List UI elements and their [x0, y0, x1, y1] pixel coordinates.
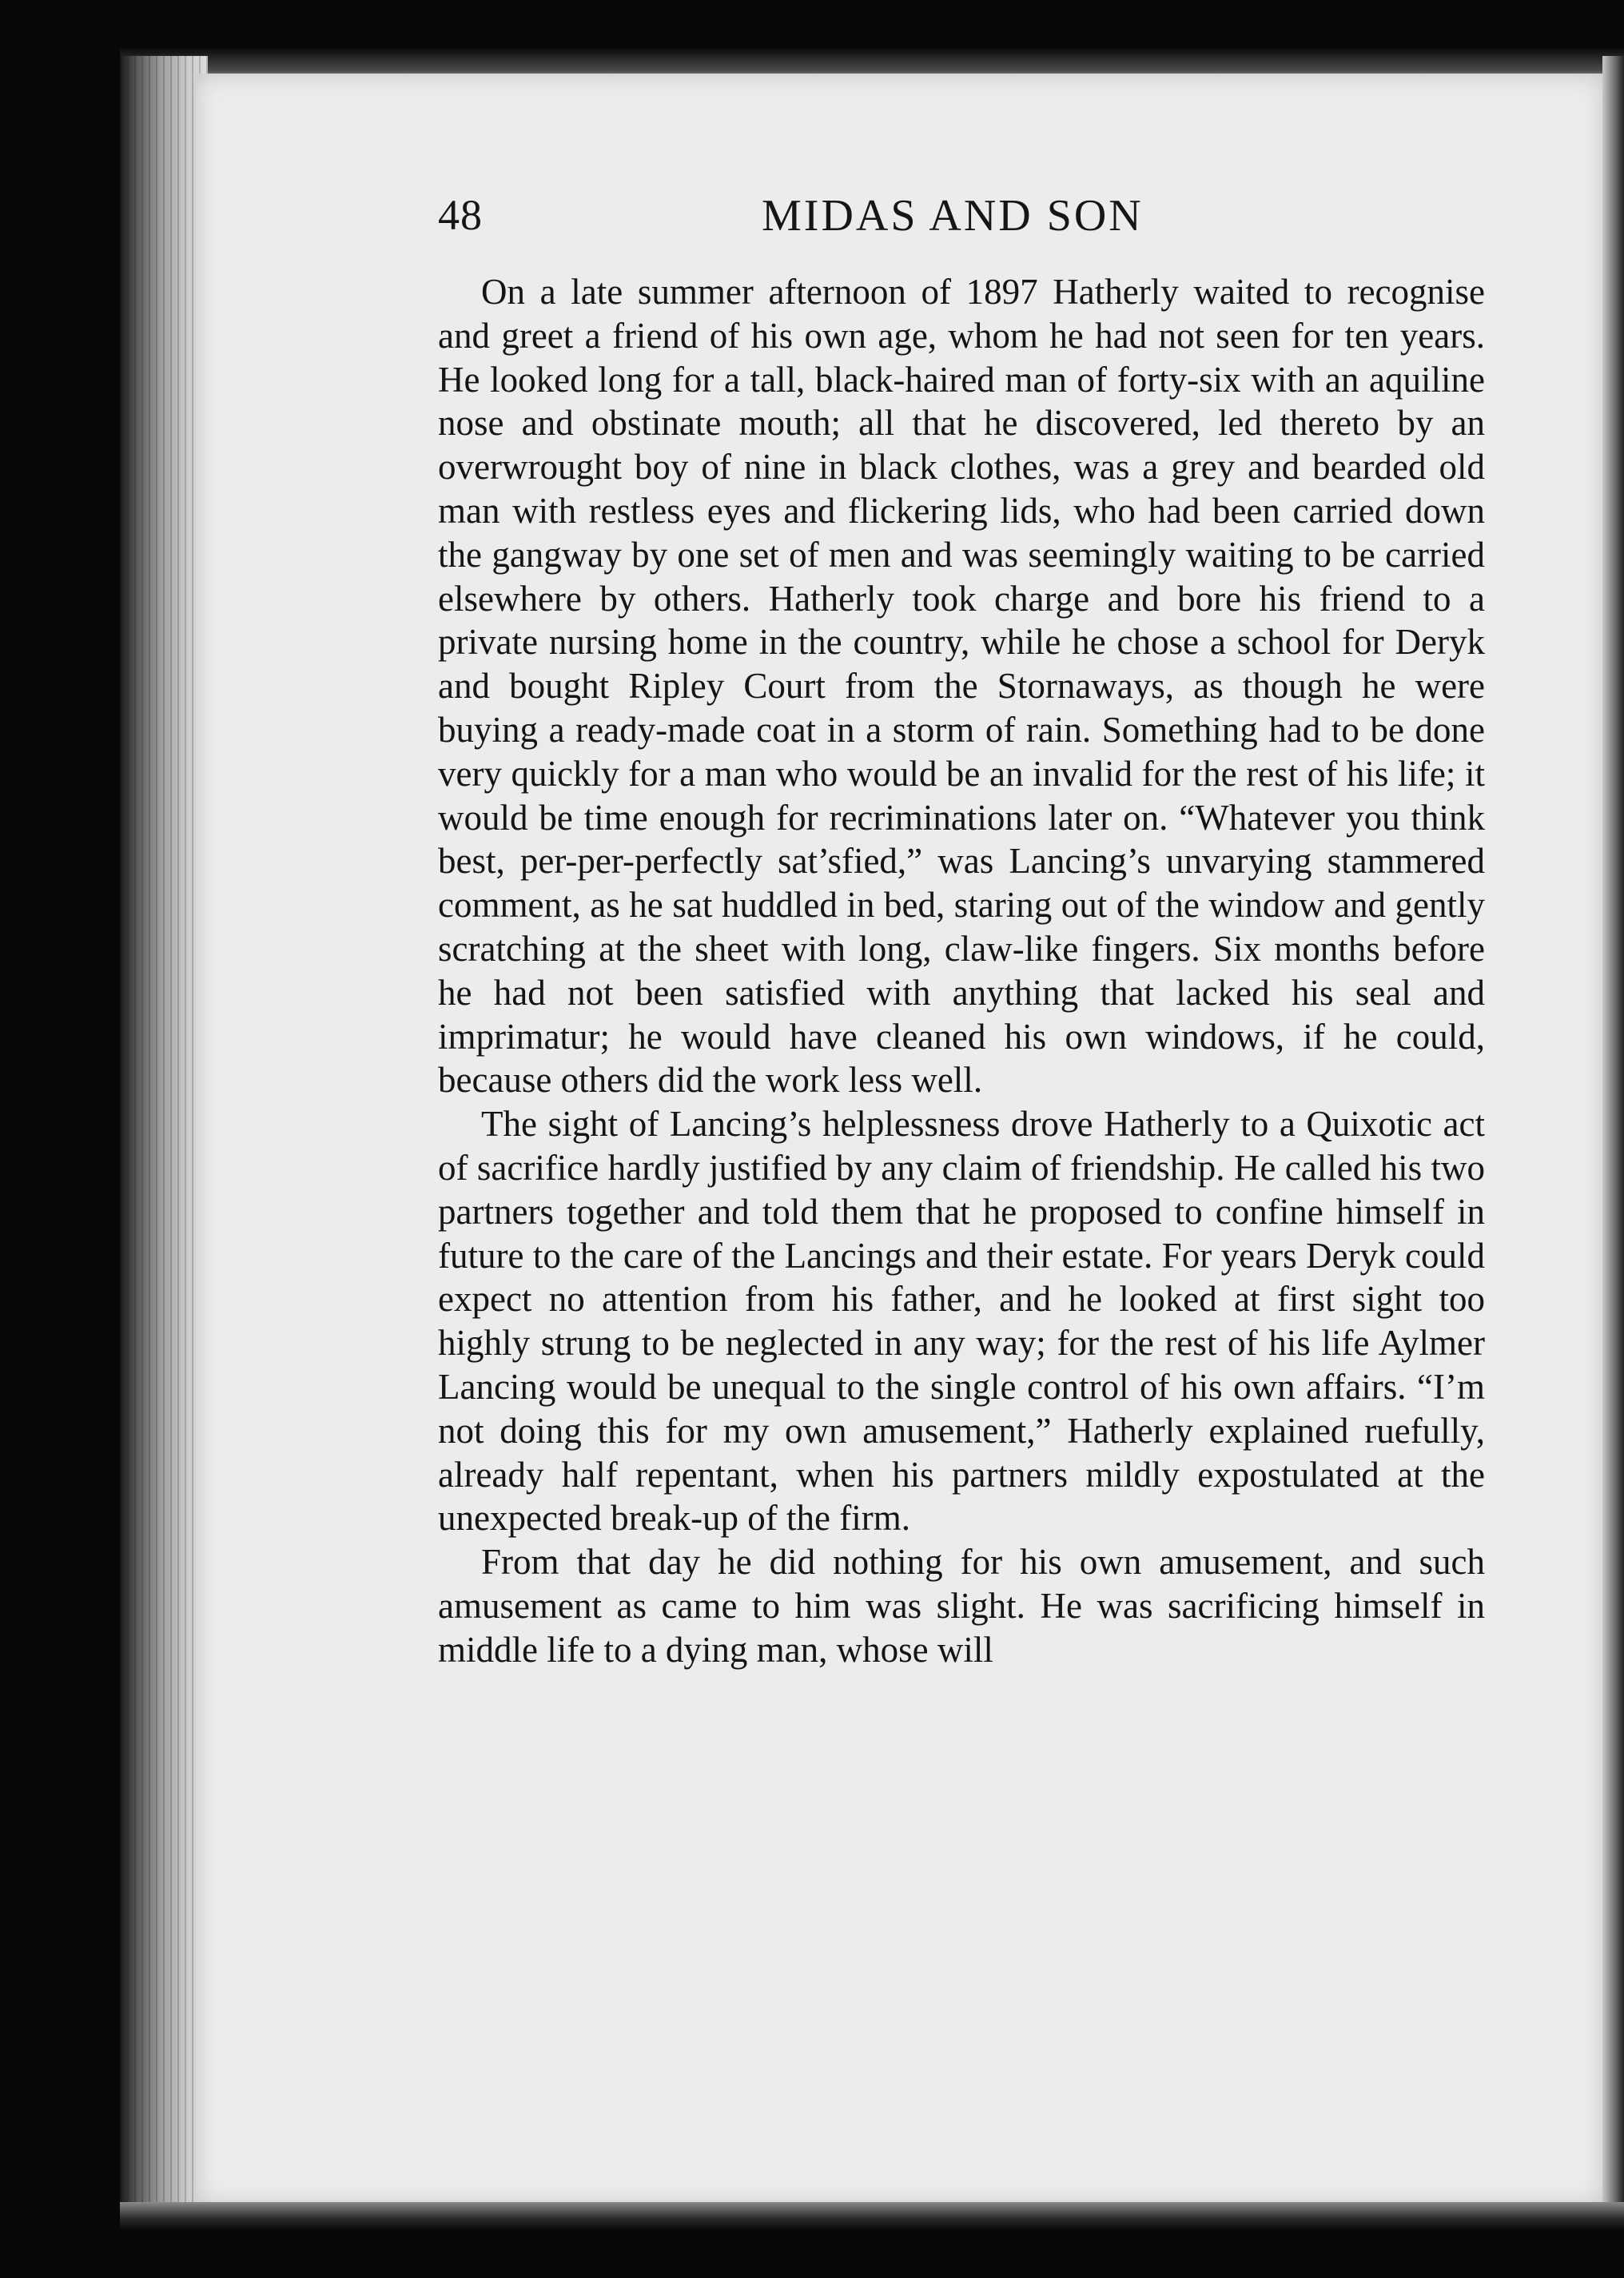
paragraph-2: The sight of Lancing’s helplessness drove Hatherly to a Quixotic act of sacrifice hardly justified by any claim of friendship. He called his two partners together and told them that he proposed to confine himself in future to the care of the Lancings and their estate. For years Deryk could expect no attention from his father, and he looked at first sight too highly strung to be neglected in any way; for the rest of his life Aylmer Lancing would be unequal to the single control of his own affairs. “I’m not doing this for my own amusement,” Hatherly explained ruefully, already half repentant, when his partners mildly expostulated at the unexpected break-up of the firm.: [438, 1104, 1485, 1539]
book-title: MIDAS AND SON: [762, 191, 1144, 241]
left-page-edge-lines: [120, 56, 208, 2214]
paragraph-3: From that day he did nothing for his own amusement, and such amusement as came to him was slight. He was sacrificing himself in middle life to a dying man, whose will: [438, 1542, 1485, 1670]
running-head: [438, 190, 1485, 246]
right-page-edge: [1602, 56, 1624, 2214]
paragraph-1: On a late summer afternoon of 1897 Hatherly waited to recognise and greet a friend of his own age, whom he had not seen for ten years. He looked long for a tall, black-haired man of forty-six with an aquiline nose and obstinate mouth; all that he discovered, led thereto by an overwrought boy of nine in black clothes, was a grey and bearded old man with restless eyes and flickering lids, who had been carried down the gangway by one set of men and was seemingly waiting to be carried elsewhere by others. Hatherly took charge and bore his friend to a private nursing home in the country, while he chose a school for Deryk and bought Ripley Court from the Stornaways, as though he were buying a ready-made coat in a storm of rain. Something had to be done very quickly for a man who would be an invalid for the rest of his life; it would be time enough for recriminations later on. “Whatever you think best, per-per-perfectly sat’sfied,” was Lancing’s unvarying stammered comment, as he sat huddled in bed, staring out of the window and gently scratching at the sheet with long, claw-like fingers. Six months before he had not been satisfied with anything that lacked his seal and imprimatur; he would have cleaned his own windows, if he could, because others did the work less well.: [438, 272, 1485, 1101]
page-number: 48: [438, 191, 483, 239]
body-text: [438, 270, 1485, 1672]
bottom-page-shadow: [120, 2202, 1624, 2230]
